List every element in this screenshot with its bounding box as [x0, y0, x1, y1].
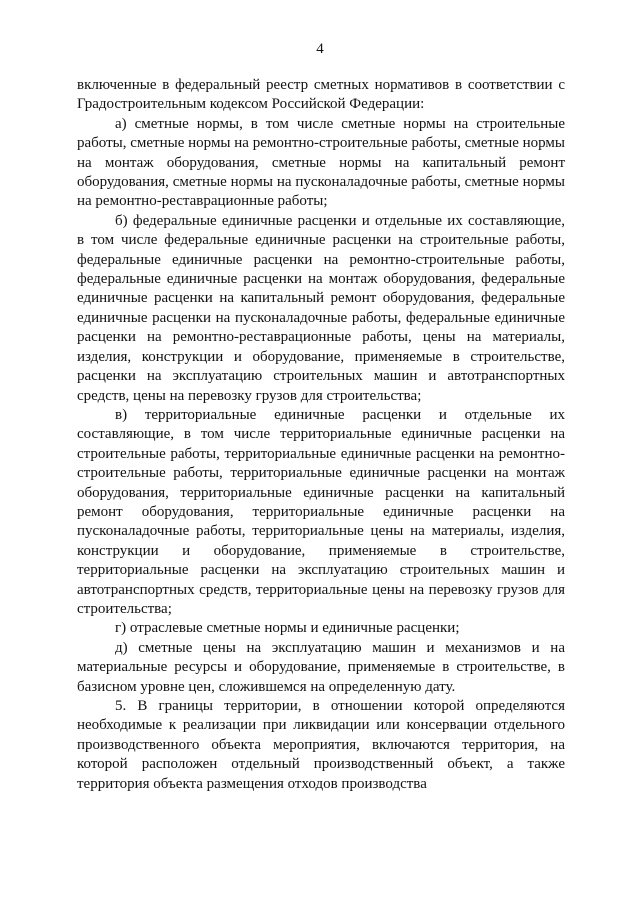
- paragraph-item-b: б) федеральные единичные расценки и отдельные их составляющие, в том числе федеральные единичные расценки на строительные работы, федеральные единичные расценки на ремонтно-строительные работы, федеральные единичные расценки на монтаж оборудования, федеральные единичные расценки на капитальный ремонт оборудования, федеральные единичные расценки на пусконаладочные работы, федеральные единичные расценки на ремонтно-реставрационные работы, цены на материалы, изделия, конструкции и оборудование, применяемые в строительстве, расценки на эксплуатацию строительных машин и автотранспортных средств, цены на перевозку грузов для строительства;: [77, 212, 565, 404]
- paragraph-clause-5: 5. В границы территории, в отношении которой определяются необходимые к реализации при ликвидации или консервации отдельного производственного объекта мероприятия, включаются территория, на которой расположен отдельный производственный объект, а также территория объекта размещения отходов производства: [77, 698, 565, 792]
- paragraph-item-g: г) отраслевые сметные нормы и единичные расценки;: [115, 620, 460, 637]
- paragraph-intro: включенные в федеральный реестр сметных нормативов в соответствии с Градостроительным кодексом Российской Федерации:: [77, 77, 565, 113]
- paragraph-item-v: в) территориальные единичные расценки и отдельные их составляющие, в том числе территориальные единичные расценки на строительные работы, территориальные единичные расценки на ремонтно-строительные работы, территориальные единичные расценки на монтаж оборудования, территориальные единичные расценки на капитальный ремонт оборудования, территориальные единичные расценки на пусконаладочные работы, территориальные цены на материалы, изделия, конструкции и оборудование, применяемые в строительстве, территориальные расценки на эксплуатацию строительных машин и автотранспортных средств, территориальные цены на перевозку грузов для строительства;: [77, 406, 565, 617]
- document-body: [77, 76, 565, 794]
- paragraph-item-a: а) сметные нормы, в том числе сметные нормы на строительные работы, сметные нормы на ремонтно-строительные работы, сметные нормы на монтаж оборудования, сметные нормы на капитальный ремонт оборудования, сметные нормы на пусконаладочные работы, сметные нормы на ремонтно-реставрационные работы;: [77, 115, 565, 210]
- page-number: 4: [316, 41, 324, 57]
- paragraph-item-d: д) сметные цены на эксплуатацию машин и механизмов и на материальные ресурсы и оборудование, применяемые в строительстве, в базисном уровне цен, сложившемся на определенную дату.: [77, 639, 565, 695]
